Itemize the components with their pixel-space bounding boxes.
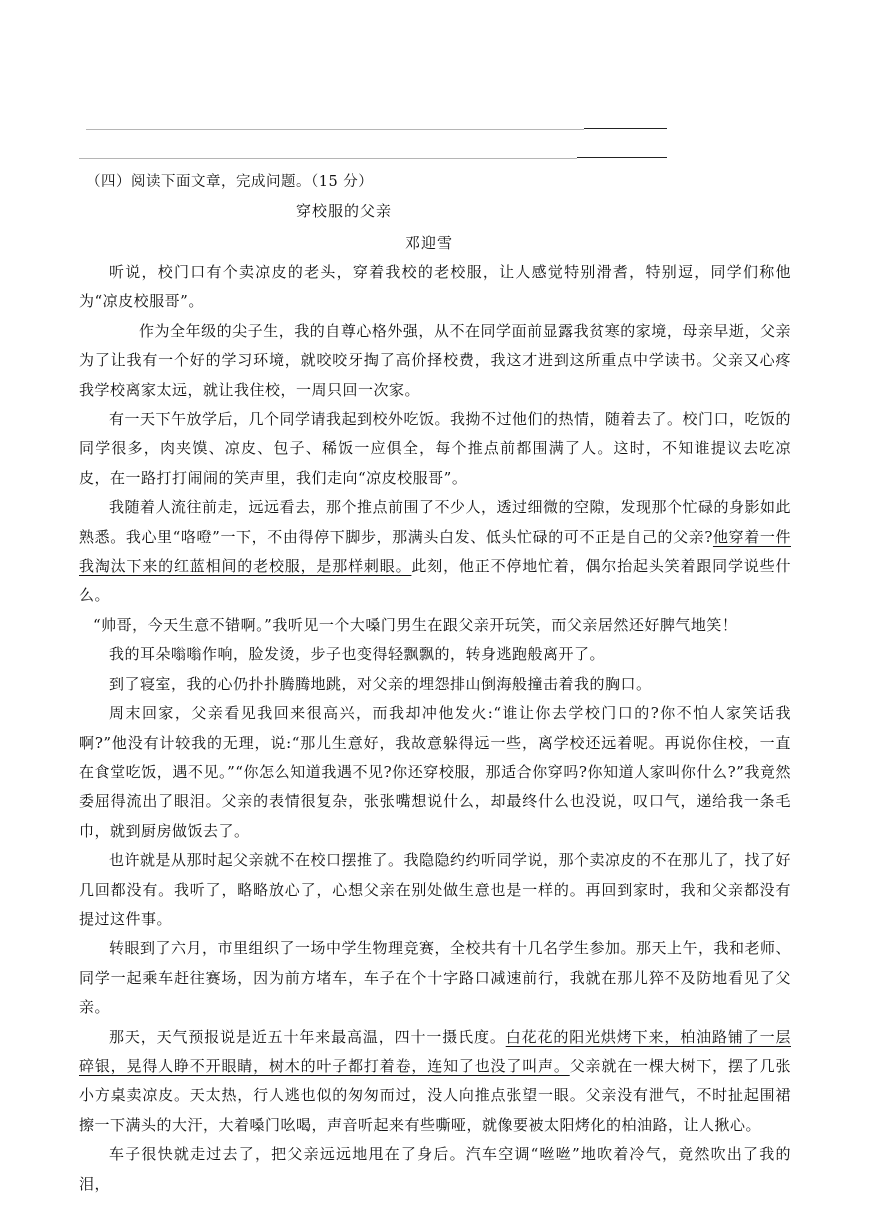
paragraph: 作为全年级的尖子生，我的自尊心格外强，从不在同学面前显露我贫寒的家境，母亲早逝，父亲为了让我有一个好的学习环境，就咬咬牙掏了高价择校费，我这才进到这所重点中学读书。父亲又心疼我学校离家太远，就让我住校，一周只回一次家。 [79, 321, 791, 399]
paragraph: 转眼到了六月，市里组织了一场中学生物理竞赛，全校共有十几名学生参加。那天上午，我和老师、同学一起乘车赶往赛场，因为前方堵车，车子在个十字路口减速前行，我就在那儿猝不及防地看见了父亲。 [79, 939, 792, 1017]
paragraph-text: 此刻，他正不停地忙着，偶尔抬起头笑着跟同学说些什么。 [79, 557, 791, 605]
paragraph-text: 那天，天气预报说是近五十年来最高温，四十一摄氏度。 [109, 1027, 506, 1046]
article-body [79, 258, 791, 1199]
paragraph: 周末回家，父亲看见我回来很高兴，而我却冲他发火:“谁让你去学校门口的?你不怕人家笑话我啊?”他没有计较我的无理，说:“那儿生意好，我故意躲得远一些，离学校还远着呢。再说你住校，一直在食堂吃饭，遇不见。”“你怎么知道我遇不见?你还穿校服，那适合你穿吗?你知道人家叫你什么?”我竟然委屈得流出了眼泪。父亲的表情很复杂，张张嘴想说什么，却最终什么也没说，叹口气，递给我一条毛巾，就到厨房做饭去了。 [79, 704, 791, 840]
underlined-sentence: 白花花的阳光烘烤下来，柏油路铺了一层碎银，晃得人睁不开眼睛，树木的叶子都打着卷，连知了也没了叫声。 [79, 1027, 791, 1075]
paragraph-text: 我随着人流往前走，远远看去，那个推点前围了不少人，透过细微的空隙，发现那个忙碌的身影如此熟悉。我心里“咯噔”一下，不由得停下脚步，那满头白发、低头忙碌的可不正是自己的父亲? [79, 498, 792, 546]
paragraph [79, 1023, 791, 1141]
section-heading: （四）阅读下面文章，完成问题。（15 分） [86, 174, 374, 190]
article-author: 邓迎雪 [405, 234, 454, 252]
paragraph: 车子很快就走过去了，把父亲远远地甩在了身后。汽车空调“咝咝”地吹着冷气，竟然吹出了我的泪， [79, 1145, 791, 1193]
paragraph: 有一天下午放学后，几个同学请我起到校外吃饭。我拗不过他们的热情，随着去了。校门口，吃饭的同学很多，肉夹馍、凉皮、包子、稀饭一应俱全，每个推点前都围满了人。这时，不知谁提议去吃凉皮，在一路打打闹闹的笑声里，我们走向“凉皮校服哥”。 [79, 410, 792, 487]
paragraph: 听说，校门口有个卖凉皮的老头，穿着我校的老校服，让人感觉特别滑耆，特别逗，同学们称他为“凉皮校服哥”。 [79, 263, 791, 311]
paragraph: 到了寝室，我的心仍扑扑腾腾地跳，对父亲的埋怨排山倒海般撞击着我的胸口。 [109, 674, 652, 693]
paragraph: 我的耳朵嗡嗡作响，脸发烫，步子也变得轻飘飘的，转身逃跑般离开了。 [109, 645, 606, 664]
paragraph: 也许就是从那时起父亲就不在校口摆推了。我隐隐约约听同学说，那个卖凉皮的不在那儿了，找了好几回都没有。我听了，略略放心了，心想父亲在别处做生意也是一样的。再回到家时，我和父亲都没有提过这件事。 [79, 851, 792, 928]
article-title: 穿校服的父亲 [296, 202, 393, 220]
underlined-sentence: 他穿着一件我淘汰下来的红蓝相间的老校服，是那样刺眼。 [79, 527, 791, 576]
paragraph [79, 493, 791, 611]
paragraph: “帅哥，今天生意不错啊。”我听见一个大嗓门男生在跟父亲开玩笑，而父亲居然还好脾气地笑！ [93, 615, 738, 634]
paragraph-text: 父亲就在一棵大树下，摆了几张小方桌卖凉皮。天太热，行人逃也似的匆匆而过，没人向推点张望一眼。父亲没有泄气，不时扯起围裙擦一下满头的大汗，大着嗓门吆喝，声音听起来有些嘶哑，就像要被太阳烤化的柏油路，让人揪心。 [79, 1056, 791, 1134]
